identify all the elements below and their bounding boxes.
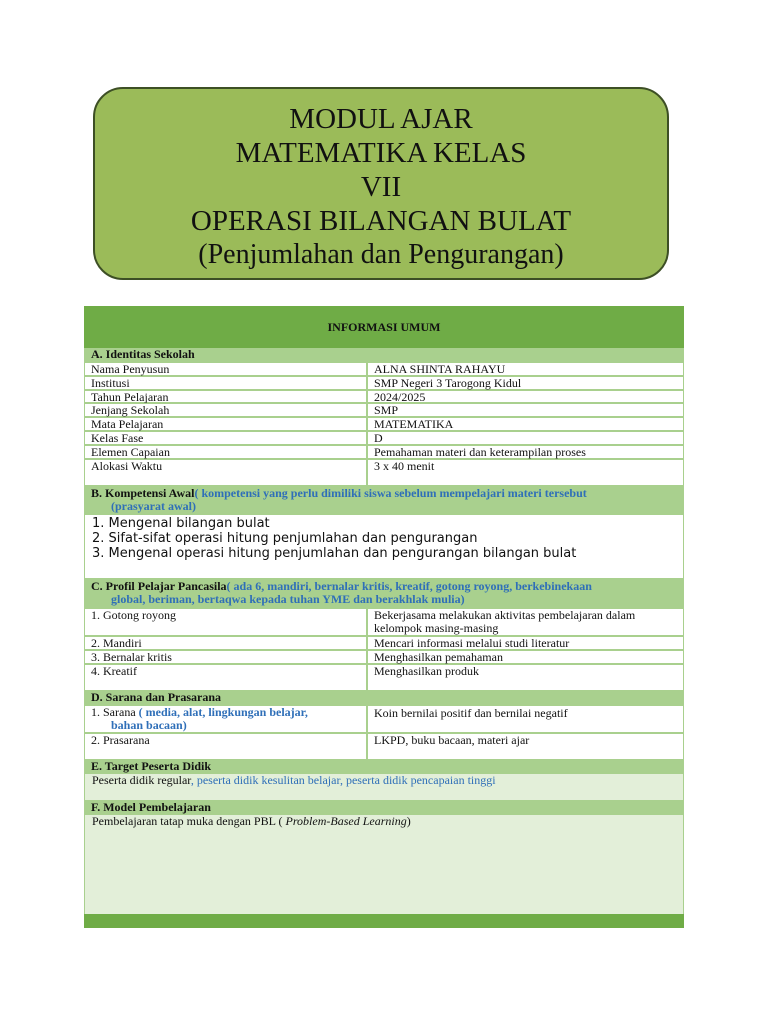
row-label: Jenjang Sekolah (84, 403, 367, 417)
table-header-label: INFORMASI UMUM (327, 320, 441, 334)
title-line-5: (Penjumlahan dan Pengurangan) (198, 239, 564, 270)
section-a-title (84, 348, 684, 362)
row-label: 2. Mandiri (84, 636, 367, 650)
table-row (84, 664, 684, 691)
sarana-label: 1. Sarana (91, 705, 136, 719)
table-row (84, 431, 684, 445)
table-row (84, 608, 684, 636)
table-row (84, 417, 684, 431)
table-row (84, 650, 684, 664)
row-value (367, 608, 684, 636)
row-value: 2024/2025 (367, 390, 684, 403)
table-row (84, 403, 684, 417)
section-e-title (84, 760, 684, 774)
row-value: D (367, 431, 684, 445)
section-b-title (84, 486, 684, 515)
section-c-title (84, 579, 684, 608)
row-label: Institusi (84, 376, 367, 390)
row-label: Tahun Pelajaran (84, 390, 367, 403)
section-a-label: A. Identitas Sekolah (91, 347, 195, 361)
title-line-1: MODUL AJAR (289, 103, 473, 135)
row-value: 3 x 40 menit (367, 459, 684, 486)
row-value: Menghasilkan pemahaman (367, 650, 684, 664)
table-row (84, 733, 684, 760)
section-d-label: D. Sarana dan Prasarana (91, 690, 222, 704)
row-value: ALNA SHINTA RAHAYU (367, 362, 684, 376)
row-value: SMP (367, 403, 684, 417)
section-b-note-2: (prasyarat awal) (111, 499, 196, 513)
row-label: 1. Gotong royong (84, 608, 367, 636)
section-b-list (84, 515, 684, 579)
row-label: Mata Pelajaran (84, 417, 367, 431)
section-b-label: B. Kompetensi Awal (91, 486, 195, 500)
table-row (84, 390, 684, 403)
row-label: 4. Kreatif (84, 664, 367, 691)
target-text-plain: Peserta didik regular (92, 773, 191, 787)
list-item: 1. Mengenal bilangan bulat (92, 516, 270, 531)
table-row (84, 459, 684, 486)
row-label: Nama Penyusun (84, 362, 367, 376)
row-value: SMP Negeri 3 Tarogong Kidul (367, 376, 684, 390)
section-c-label: C. Profil Pelajar Pancasila (91, 579, 227, 593)
table-footer-bar (84, 914, 684, 928)
model-text-after: ) (406, 814, 411, 828)
row-label: Alokasi Waktu (84, 459, 367, 486)
section-b-note-1: ( kompetensi yang perlu dimiliki siswa sebelum mempelajari materi tersebut (194, 486, 587, 500)
section-f-title (84, 801, 684, 815)
title-line-2: MATEMATIKA KELAS (235, 137, 527, 169)
list-item: 3. Mengenal operasi hitung penjumlahan dan pengurangan bilangan bulat (92, 546, 577, 561)
target-text-blue: , peserta didik kesulitan belajar, peserta didik pencapaian tinggi (190, 773, 496, 787)
section-c-note-2: global, beriman, bertaqwa kepada tuhan YME dan berakhlak mulia) (111, 592, 465, 606)
model-text-before: Pembelajaran tatap muka dengan PBL ( (92, 814, 286, 828)
row-value: Menghasilkan produk (367, 664, 684, 691)
row-label: Kelas Fase (84, 431, 367, 445)
row-label: Elemen Capaian (84, 445, 367, 459)
list-item: 2. Sifat-sifat operasi hitung penjumlahan dan pengurangan (92, 531, 478, 546)
section-e-label: E. Target Peserta Didik (91, 759, 211, 773)
table-row (84, 705, 684, 733)
section-f-body (84, 815, 684, 914)
table-row (84, 362, 684, 376)
row-value: Pemahaman materi dan keterampilan proses (367, 445, 684, 459)
table-header (84, 306, 684, 348)
document-title-box (93, 87, 669, 280)
sarana-note-1: ( media, alat, lingkungan belajar, (138, 705, 308, 719)
section-d-title (84, 691, 684, 705)
row-label: 2. Prasarana (84, 733, 367, 760)
section-c-note-1: ( ada 6, mandiri, bernalar kritis, kreatif, gotong royong, berkebinekaan (226, 579, 592, 593)
table-row (84, 445, 684, 459)
table-row (84, 376, 684, 390)
section-e-body (84, 774, 684, 801)
row-value-line: kelompok masing-masing (374, 621, 499, 635)
title-line-4: OPERASI BILANGAN BULAT (190, 205, 572, 237)
row-value: LKPD, buku bacaan, materi ajar (367, 733, 684, 760)
row-label (84, 705, 367, 733)
row-value-line: Bekerjasama melakukan aktivitas pembelajaran dalam (374, 608, 636, 622)
row-value: Mencari informasi melalui studi literatur (367, 636, 684, 650)
title-line-3: VII (360, 171, 402, 203)
row-label: 3. Bernalar kritis (84, 650, 367, 664)
row-value: MATEMATIKA (367, 417, 684, 431)
sarana-note-2: bahan bacaan) (111, 718, 187, 732)
table-row (84, 636, 684, 650)
row-value: Koin bernilai positif dan bernilai negatif (367, 705, 684, 733)
section-f-label: F. Model Pembelajaran (91, 800, 211, 814)
model-text-italic: Problem-Based Learning (285, 814, 407, 828)
